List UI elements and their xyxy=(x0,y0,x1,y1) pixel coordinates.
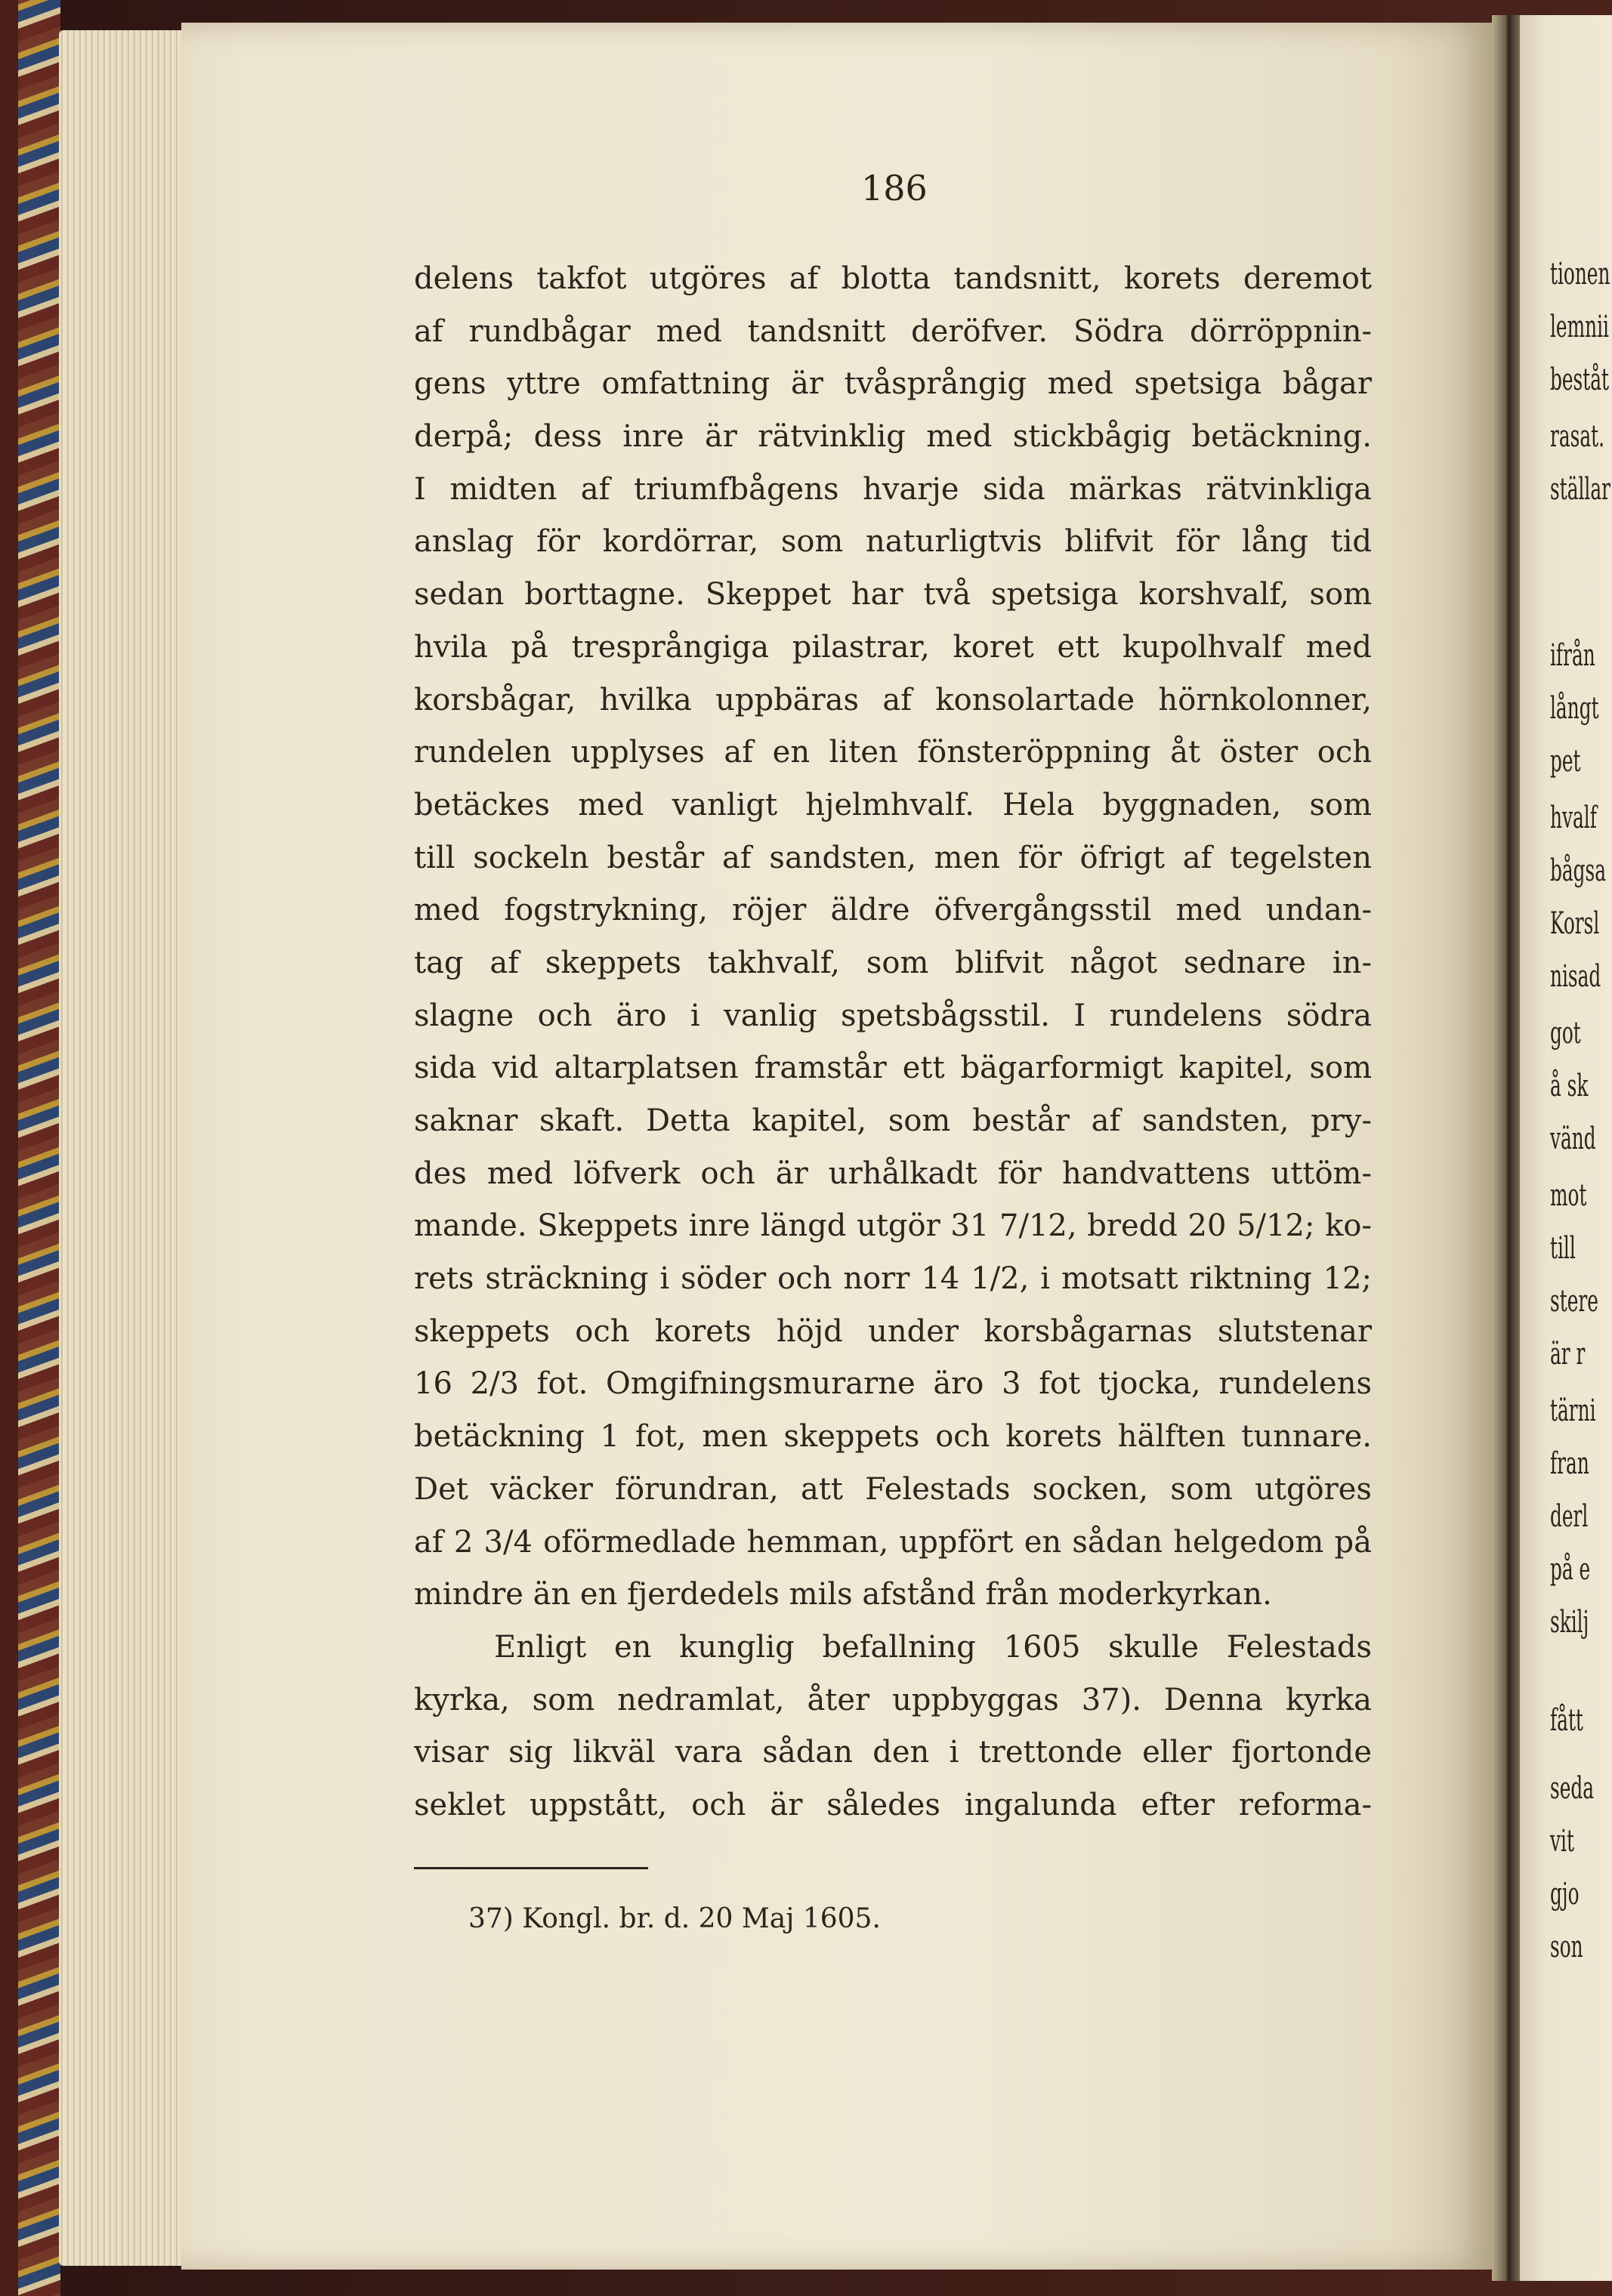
text-line: rets sträckning i söder och norr 14 1/2, i motsatt riktning 12; xyxy=(414,1261,1372,1297)
text-line: I midten af triumfbågens hvarje sida märkas rätvinkliga xyxy=(414,471,1372,507)
next-page-fragment: lemnii xyxy=(1550,310,1609,344)
text-line: anslag för kordörrar, som naturligtvis blifvit för lång tid xyxy=(414,524,1372,560)
next-page-fragment: got xyxy=(1550,1016,1581,1051)
text-line: mindre än en fjerdedels mils afstånd från moderkyrkan. xyxy=(414,1577,1272,1612)
footnote-rule xyxy=(414,1867,648,1869)
next-page-fragment: rasat. xyxy=(1550,419,1605,454)
next-page-edge xyxy=(1520,15,1612,2281)
page-number: 186 xyxy=(861,168,928,208)
next-page-fragment: till xyxy=(1550,1231,1576,1266)
body-text xyxy=(414,253,1372,1832)
next-page-fragment: gjo xyxy=(1550,1877,1580,1912)
text-line: betäckning 1 fot, men skeppets och korets hälften tunnare. xyxy=(414,1419,1372,1455)
next-page-fragment: derl xyxy=(1550,1499,1589,1534)
text-line: derpå; dess inre är rätvinklig med stickbågig betäckning. xyxy=(414,419,1372,455)
next-page-fragment: nisad xyxy=(1550,959,1601,994)
next-page-fragment: mot xyxy=(1550,1178,1587,1213)
next-page-fragment: son xyxy=(1550,1930,1583,1964)
text-line: slagne och äro i vanlig spetsbågsstil. I rundelens södra xyxy=(414,998,1372,1033)
footnote: 37) Kongl. br. d. 20 Maj 1605. xyxy=(468,1903,881,1934)
next-page-fragment: ifrån xyxy=(1550,638,1595,673)
next-page-fragment: vänd xyxy=(1550,1122,1596,1156)
next-page-fragment: tärni xyxy=(1550,1393,1596,1428)
text-line: delens takfot utgöres af blotta tandsnitt, korets deremot xyxy=(414,261,1372,296)
next-page-fragment: ställar xyxy=(1550,472,1610,507)
text-line: Det väcker förundran, att Felestads socken, som utgöres xyxy=(414,1471,1372,1507)
next-page-fragment: fran xyxy=(1550,1446,1589,1481)
next-page-fragment: beståt xyxy=(1550,363,1610,397)
next-page-fragment: stere xyxy=(1550,1284,1598,1319)
next-page-fragment: är r xyxy=(1550,1337,1586,1372)
text-line: rundelen upplyses af en liten fönsteröppning åt öster och xyxy=(414,735,1372,770)
text-line: visar sig likväl vara sådan den i trettonde eller fjortonde xyxy=(414,1735,1372,1770)
next-page-fragment: vit xyxy=(1550,1824,1574,1859)
cover-binding xyxy=(0,0,18,2296)
next-page-fragment: Korsl xyxy=(1550,906,1600,941)
text-line: mande. Skeppets inre längd utgör 31 7/12, bredd 20 5/12; ko- xyxy=(414,1208,1372,1244)
text-line: 16 2/3 fot. Omgifningsmurarne äro 3 fot tjocka, rundelens xyxy=(414,1366,1372,1402)
text-line: af 2 3/4 oförmedlade hemman, uppfört en sådan helgedom på xyxy=(414,1524,1372,1560)
text-line: af rundbågar med tandsnitt deröfver. Södra dörröppnin- xyxy=(414,313,1372,349)
text-line: kyrka, som nedramlat, åter uppbyggas 37). Denna kyrka xyxy=(414,1682,1372,1717)
next-page-fragment: å sk xyxy=(1550,1069,1589,1103)
book-gutter xyxy=(1492,15,1522,2281)
next-page-fragment: fått xyxy=(1550,1703,1583,1738)
text-line: hvila på tresprångiga pilastrar, koret ett kupolhvalf med xyxy=(414,629,1372,665)
text-line: gens yttre omfattning är tvåsprångig med spetsiga bågar xyxy=(414,366,1372,402)
next-page-fragment: skilj xyxy=(1550,1605,1589,1640)
next-page-fragment: seda xyxy=(1550,1771,1595,1806)
text-line: med fogstrykning, röjer äldre öfvergångsstil med undan- xyxy=(414,893,1372,928)
text-line: seklet uppstått, och är således ingalunda efter reforma- xyxy=(414,1787,1372,1822)
next-page-fragment: hvalf xyxy=(1550,801,1597,835)
next-page-fragment: tionen xyxy=(1550,257,1610,292)
text-line: sedan borttagne. Skeppet har två spetsiga korshvalf, som xyxy=(414,577,1372,613)
next-page-fragment: på e xyxy=(1550,1552,1591,1587)
text-line: tag af skeppets takhvalf, som blifvit något sednare in- xyxy=(414,945,1372,980)
page-block-edges xyxy=(59,30,187,2266)
text-line: korsbågar, hvilka uppbäras af konsolartade hörnkolonner, xyxy=(414,682,1372,718)
text-line: till sockeln består af sandsten, men för öfrigt af tegelsten xyxy=(414,840,1372,875)
text-line: sida vid altarplatsen framstår ett bägarformigt kapitel, som xyxy=(414,1051,1372,1086)
text-line: des med löfverk och är urhålkadt för handvattens uttöm- xyxy=(414,1156,1372,1191)
next-page-fragment: långt xyxy=(1550,691,1599,726)
text-line: skeppets och korets höjd under korsbågarnas slutstenar xyxy=(414,1313,1372,1349)
text-line: betäckes med vanligt hjelmhvalf. Hela byggnaden, som xyxy=(414,787,1372,822)
next-page-fragment: bågsa xyxy=(1550,853,1607,888)
next-page-fragment: pet xyxy=(1550,744,1581,779)
text-line: saknar skaft. Detta kapitel, som består af sandsten, pry- xyxy=(414,1103,1372,1138)
text-line: Enligt en kunglig befallning 1605 skulle Felestads xyxy=(494,1629,1372,1665)
